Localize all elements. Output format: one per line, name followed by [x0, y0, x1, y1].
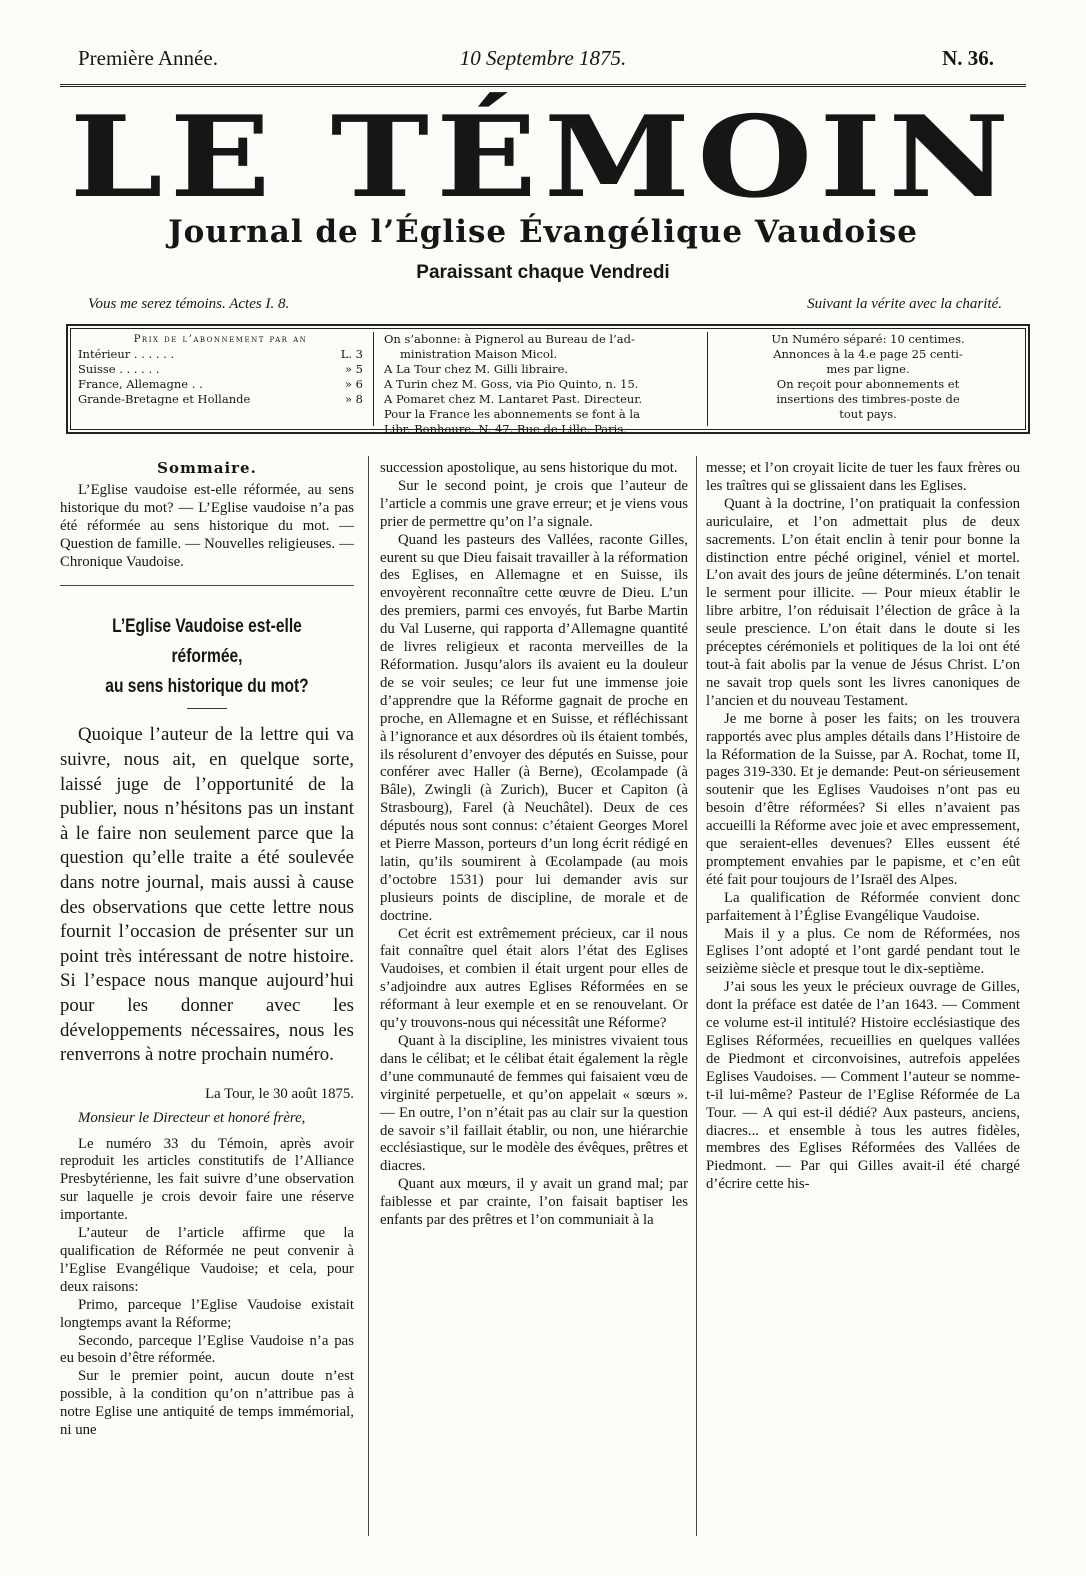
price-row: Intérieur . . . . . . L. 3 — [78, 347, 363, 361]
column-rule — [368, 456, 369, 1536]
subscription-box — [66, 324, 1030, 434]
paragraph: Cet écrit est extrêmement précieux, car il nous fait connaître quel était alors l’état des Eglises Vaudoises, et combien il était urgent pour elles de s’adjoindre aux autres Eglises Réformées en se réformant à leur exemple et en se renouvelant. Or qu’y trouvons-nous qui nécessitât une Réforme? — [380, 925, 688, 1032]
paragraph: L’auteur de l’article affirme que la qualification de Réformée ne peut convenir à l’Eglise Evangélique Vaudoise; et cela, pour deux raisons: — [60, 1225, 354, 1295]
newspaper-subtitle: Journal de l’Église Évangélique Vaudoise — [167, 214, 919, 250]
section-rule — [60, 585, 354, 586]
paragraph: Le numéro 33 du Témoin, après avoir reproduit les articles constitutifs de l’Alliance Presbytérienne, les fait suivre d’une observation sur laquelle je crois devoir faire une réserve importante. — [60, 1135, 354, 1224]
issue-date: 10 Septembre 1875. — [459, 46, 627, 70]
issue-number: N. 36. — [942, 46, 994, 70]
column-3 — [706, 460, 1020, 1194]
price-row: Grande-Bretagne et Hollande » 8 — [78, 392, 363, 406]
paragraph: Quant à la discipline, les ministres vivaient tous dans le célibat; et le célibat était également la règle d’une communauté de femmes qui faisaient vœu de virginité perpetuelle, et qu’on appelait « sœurs ». — En outre, l’on n’était pas au clair sur la question de savoir s’il faillait établir, ou non, une hiérarchie ecclésiastique, sur le modèle des évêques, prêtres et diacres. — [380, 1033, 688, 1175]
paragraph: Quand les pasteurs des Vallées, raconte Gilles, eurent su que Dieu faisait travailler à la réformation des Eglises, en Allemagne et en Suisse, ils envoyèrent reconnaître cette œuvre de Dieu. L’un des premiers, parmi ces envoyés, fut Barbe Martin du Val Luserne, qui rapporta d’Allemagne quantité de livres religieux et raconta merveilles de la Réformation. Jusqu’alors ils avaient eu la douleur de se voir seules; ce leur fut une immense joie d’apprendre que la Réforme gagnait de proche en proche, en Allemagne et en Suisse, et réfléchissant à l’ignorance et aux désordres où ils étaient tombés, ils résolurent d’envoyer des députés en Suisse, pour conférer avec Haller (à Berne), Œcolampade (à Bâle), Zwingli (à Zurich), Bucer et Capiton (à Strasbourg), Farel (à Neuchâtel). Deux de ces députés nous sont connus: c’étaient Georges Morel et Pierre Masson, porteurs d’un long écrit rédigé en latin, qu’ils soumirent à Œcolampade (au mois d’octobre 1531) pour lui demander avis sur plusieurs points de discipline, de morale et de doctrine. — [380, 531, 688, 924]
subscription-places: On s’abonne: à Pignerol au Bureau de l’ad- ministration Maison Micol. A La Tour chez M. Gilli libraire. A Turin chez M. Goss, via Pio Quinto, n. 15. A Pomaret chez M. Lantaret Past. Directeur. Pour la France les abonnements se font à la Libr. Bonhoure, N. 47, Rue de Lille, Paris. — [374, 332, 708, 426]
paragraph: Sur le premier point, aucun doute n’est possible, à la condition qu’on n’attribue pas à notre Eglise une antiquité de temps immémorial, ni une — [60, 1368, 354, 1439]
newspaper-title: LE TÉMOIN — [69, 92, 1017, 223]
letter-dateline: La Tour, le 30 août 1875. — [205, 1085, 354, 1102]
paragraph: Secondo, parceque l’Eglise Vaudoise n’a pas eu besoin d’être réformée. — [60, 1332, 354, 1367]
column-1 — [60, 460, 354, 1440]
article-title: L’Eglise Vaudoise est-elle réformée, au sens historique du mot? — [105, 616, 309, 698]
paragraph: Quant à la doctrine, l’on pratiquait la confession auriculaire, et l’on admettait plus de deux sacrements. L’on était enclin à tenir pour bonne la distinction entre péché originel, véniel et mortel. L’on avait des jours de jeûne déterminés. L’on tenait le serment pour illicite. — Pour mieux établir le libre arbitre, l’on réduisait l’élection de grâce à la seule prescience. L’on était dans le doute si les préceptes cérémoniels et politiques de la loi ont été tout-à fait abolis par la venue de Jésus Christ. L’on ne savait trop quels sont les livres canoniques de l’ancien et du nouveau Testament. — [706, 495, 1020, 709]
paragraph: Sur le second point, je crois que l’auteur de l’article a commis une grave erreur; et je viens vous prier de permettre qu’on l’a signale. — [380, 477, 688, 530]
publication-frequency: Paraissant chaque Vendredi — [416, 262, 670, 283]
dateline-bar — [60, 46, 1026, 84]
motto-left: Vous me serez témoins. Actes I. 8. — [88, 296, 290, 312]
top-rule — [60, 84, 1026, 87]
paragraph: messe; et l’on croyait licite de tuer les faux frères ou les traîtres qui se glissaient dans les Eglises. — [706, 460, 1020, 494]
paragraph: Quant aux mœurs, il y avait un grand mal; par faiblesse et par crainte, l’on faisait baptiser les enfants par des prêtres et l’on communiait à la — [380, 1176, 688, 1229]
paragraph: J’ai sous les yeux le précieux ouvrage de Gilles, dont la préface est datée de l’an 1643. — Comment ce volume est-il intitulé? Histoire ecclésiastique des Eglises Réformées, recueillies en quelques vallées de Piedmont et circonvoisines, autrefois appelées Eglises Vaudoises. — Comment l’auteur se nomme-t-il lui-même? Pasteur de l’Eglise Réformée de La Tour. — A qui est-il dédié? Aux pasteurs, anciens, diacres... et ensemble à tous les autres fidèles, membres des Eglises Réformées des Vallées de Piedmont. — Par qui Gilles avait-il été chargé d’écrire cette his- — [706, 979, 1020, 1193]
price-row: France, Allemagne . . » 6 — [78, 377, 363, 391]
single-issue-info: Un Numéro séparé: 10 centimes. Annonces à la 4.e page 25 centi- mes par ligne. On reçoit pour abonnements et insertions des timbres-poste de tout pays. — [771, 332, 965, 421]
title-dash — [187, 708, 227, 709]
paragraph: Primo, parceque l’Eglise Vaudoise existait longtemps avant la Réforme; — [60, 1296, 354, 1331]
column-rule — [696, 456, 697, 1536]
year-label: Première Année. — [78, 46, 218, 70]
price-row: Suisse . . . . . . » 5 — [78, 362, 363, 376]
paragraph: Je me borne à poser les faits; on les trouvera rapportés avec plus amples détails dans l’Histoire de la Réformation de la Suisse, par A. Rochat, tome II, pages 319-330. Et je demande: Peut-on sérieusement soutenir que les Eglises Vaudoises n’ont pas eu besoin d’être réformées? Si elles n’avaient pas accueilli la Réforme avec joie et avec empressement, que seraient-elles devenues? Elles eussent été promptement envahies par le papisme, et c’en eût été fait pour toujours de l’Israël des Alpes. — [706, 710, 1020, 888]
summary-title: Sommaire. — [157, 459, 257, 477]
paragraph: La qualification de Réformée convient donc parfaitement à l’Église Evangélique Vaudoise. — [706, 889, 1020, 924]
summary-text: L’Eglise vaudoise est-elle réformée, au sens historique du mot? — L’Eglise vaudoise n’a pas été réformée au sens historique du mot. — Question de famille. — Nouvelles religieuses. — Chronique Vaudoise. — [60, 481, 354, 570]
column-2 — [380, 460, 688, 1230]
price-title: Prix de l’abonnement par an — [133, 334, 308, 345]
paragraph: Mais il y a plus. Ce nom de Réformées, nos Eglises l’ont adopté et l’ont gardé pendant tout le seizième siècle et presque tout le dix-septième. — [706, 925, 1020, 978]
motto-right: Suivant la vérite avec la charité. — [807, 296, 1002, 312]
price-list — [68, 332, 374, 426]
paragraph: succession apostolique, au sens historique du mot. — [380, 460, 678, 476]
article-intro: Quoique l’auteur de la lettre qui va suivre, nous ait, en quelque sorte, laissé juge de l’opportunité de la publier, nous n’hésitons pas un instant à le faire non seulement parce que la question qu’elle traite a été soulevée dans notre journal, mais aussi à cause des observations que cette lettre nous fournit l’occasion de présenter sur un point très intéressant de notre histoire. Si l’espace nous manque aujourd’hui pour les donner avec les développements nécessaires, nous les renverrons à notre prochain numéro. — [60, 724, 354, 1066]
letter-salutation: Monsieur le Directeur et honoré frère, — [78, 1109, 306, 1126]
